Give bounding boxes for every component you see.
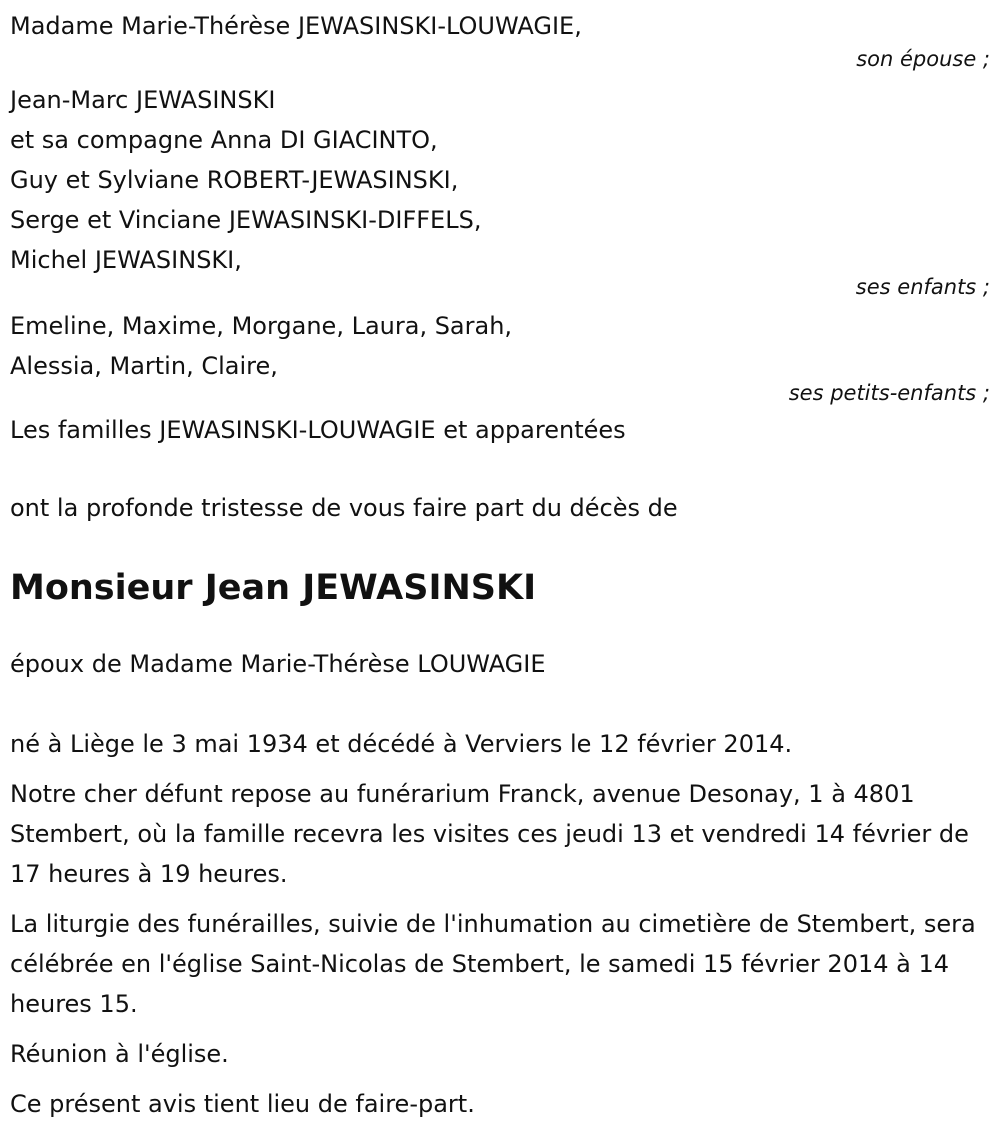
grandchildren-list bbox=[10, 306, 990, 386]
child-line: et sa compagne Anna DI GIACINTO, bbox=[10, 126, 438, 154]
child-line: Serge et Vinciane JEWASINSKI-DIFFELS, bbox=[10, 206, 482, 234]
spouse-of-text: époux de Madame Marie-Thérèse LOUWAGIE bbox=[10, 650, 546, 678]
liturgy-paragraph: La liturgie des funérailles, suivie de l'inhumation au cimetière de Stembert, sera célébrée en l'église Saint-Nicolas de Stembert, le samedi 15 février 2014 à 14 heures 15. bbox=[10, 910, 976, 1018]
spouse-role: son épouse ; bbox=[856, 47, 990, 71]
deceased-name: Monsieur Jean JEWASINSKI bbox=[10, 568, 537, 608]
child-line: Jean-Marc JEWASINSKI bbox=[10, 86, 276, 114]
funerarium-paragraph: Notre cher défunt repose au funérarium Franck, avenue Desonay, 1 à 4801 Stembert, où la famille recevra les visites ces jeudi 13 et vendredi 14 février de 17 heures à 19 heures. bbox=[10, 780, 969, 888]
notice-paragraph: Ce présent avis tient lieu de faire-part. bbox=[10, 1090, 475, 1118]
children-role: ses enfants ; bbox=[855, 275, 990, 299]
child-line: Michel JEWASINSKI, bbox=[10, 246, 242, 274]
grandchild-line: Alessia, Martin, Claire, bbox=[10, 352, 278, 380]
child-line: Guy et Sylviane ROBERT-JEWASINSKI, bbox=[10, 166, 459, 194]
grandchild-line: Emeline, Maxime, Morgane, Laura, Sarah, bbox=[10, 312, 513, 340]
meeting-paragraph: Réunion à l'église. bbox=[10, 1040, 229, 1068]
birth-death-text: né à Liège le 3 mai 1934 et décédé à Verviers le 12 février 2014. bbox=[10, 730, 793, 758]
grandchildren-role: ses petits-enfants ; bbox=[788, 381, 990, 405]
children-list bbox=[10, 80, 990, 280]
families-line: Les familles JEWASINSKI-LOUWAGIE et apparentées bbox=[10, 416, 626, 444]
obituary-notice bbox=[10, 8, 990, 1124]
spouse-name: Madame Marie-Thérèse JEWASINSKI-LOUWAGIE, bbox=[10, 12, 582, 40]
announcement-text: ont la profonde tristesse de vous faire part du décès de bbox=[10, 494, 678, 522]
